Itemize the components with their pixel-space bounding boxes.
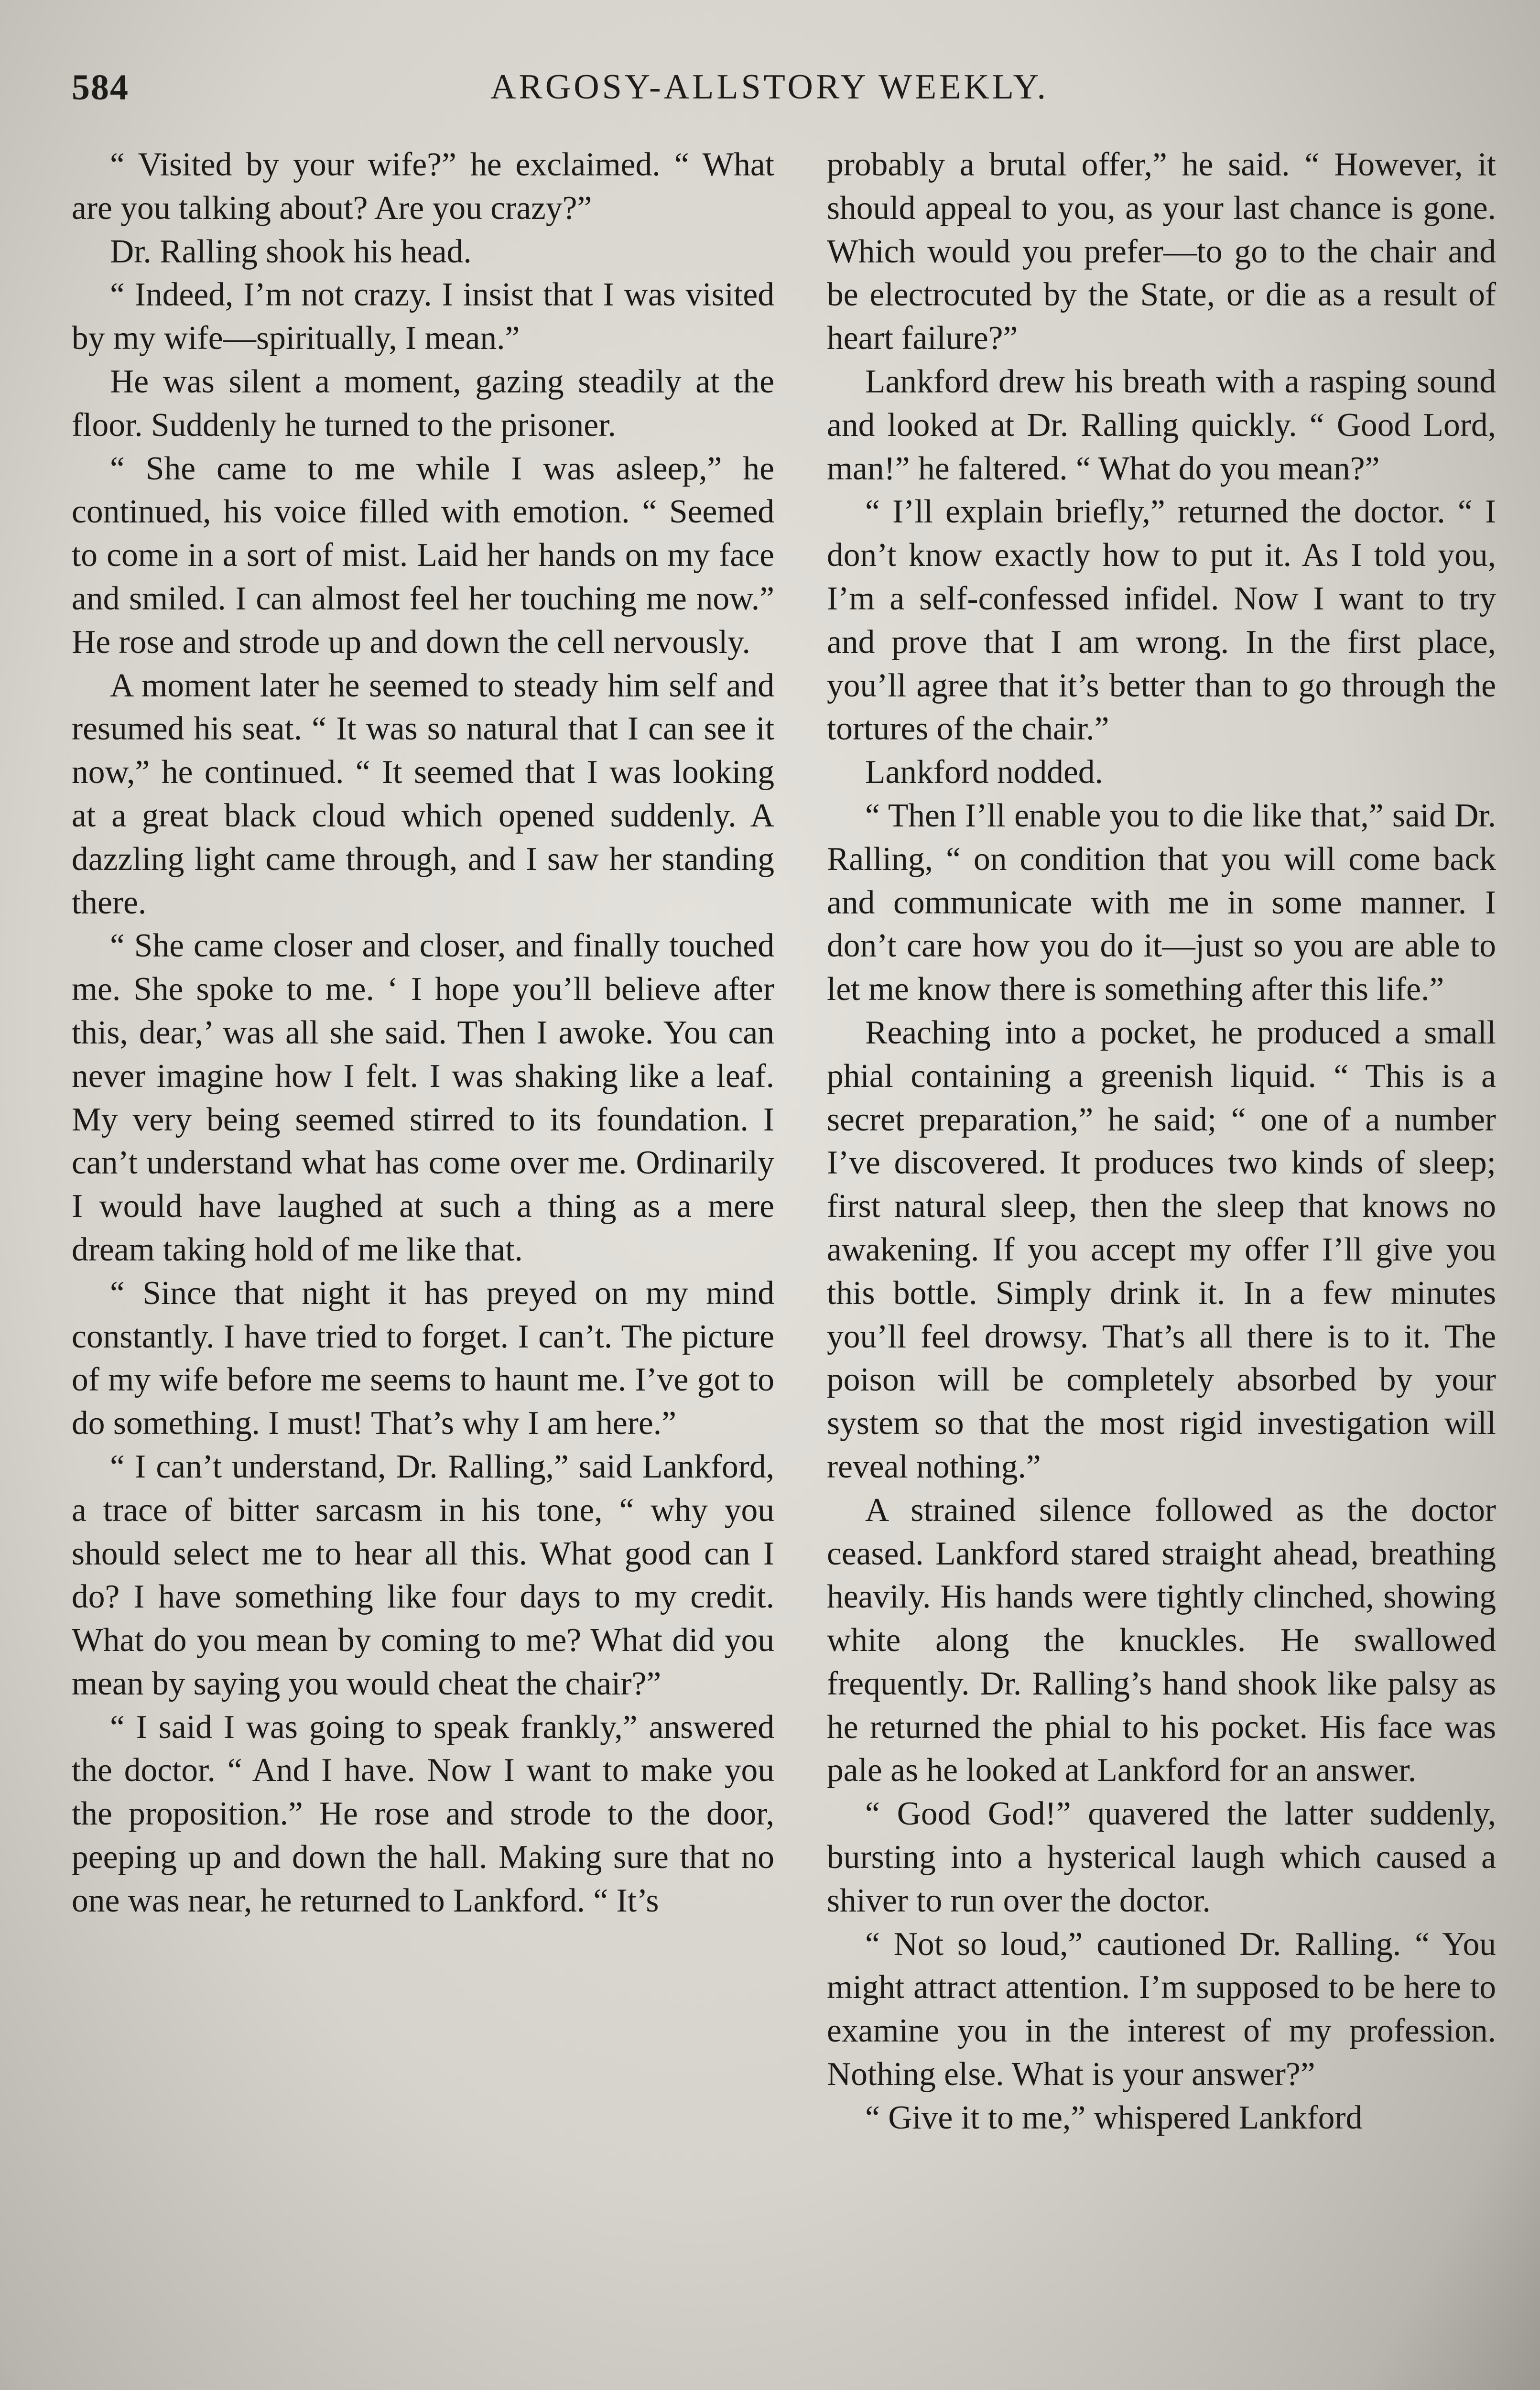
left-column — [72, 143, 774, 1923]
paragraph: “ She came to me while I was asleep,” he continued, his voice filled with emotion. “ Seemed to come in a sort of mist. Laid her hands on my face and smiled. I can almost feel her touching me now.” He rose and strode up and down the cell nervously. — [72, 450, 774, 661]
paragraph: He was silent a moment, gazing steadily at the floor. Suddenly he turned to the prisoner. — [72, 363, 774, 444]
paragraph-continued: probably a brutal offer,” he said. “ However, it should appeal to you, as your last chance is gone. Which would you prefer—to go to the chair and be electrocuted by the State, or die as a result of heart failure?” — [827, 146, 1496, 357]
paragraph: “ I said I was going to speak frankly,” answered the doctor. “ And I have. Now I want to make you the proposition.” He rose and strode to the door, peeping up and down the hall. Making sure that no one was near, he returned to Lankford. “ It’s — [72, 1708, 774, 1919]
paragraph: “ Since that night it has preyed on my mind constantly. I have tried to forget. I can’t. The picture of my wife before me seems to haunt me. I’ve got to do something. I must! That’s why I am here.” — [72, 1274, 774, 1442]
page-header — [72, 67, 1467, 120]
paragraph: Lankford nodded. — [865, 754, 1103, 791]
running-head: ARGOSY-ALLSTORY WEEKLY. — [490, 67, 1049, 107]
paragraph: “ Then I’ll enable you to die like that,” said Dr. Ralling, “ on condition that you will come back and communicate with me in some manner. I don’t care how you do it—just so you are able to let me know there is something after this life.” — [827, 797, 1496, 1008]
paragraph: “ I can’t understand, Dr. Ralling,” said Lankford, a trace of bitter sarcasm in his tone, “ why you should select me to hear all this. What good can I do? I have something like four days to my credit. What do you mean by coming to me? What did you mean by saying you would cheat the chair?” — [72, 1448, 774, 1702]
paragraph: Lankford drew his breath with a rasping sound and looked at Dr. Ralling quickly. “ Good Lord, man!” he faltered. “ What do you mean?” — [827, 363, 1496, 487]
paragraph: Dr. Ralling shook his head. — [110, 233, 472, 270]
paragraph: “ Not so loud,” cautioned Dr. Ralling. “ You might attract attention. I’m supposed to be here to examine you in the interest of my profession. Nothing else. What is your answer?” — [827, 1925, 1496, 2093]
paragraph: A moment later he seemed to steady him self and resumed his seat. “ It was so natural that I can see it now,” he continued. “ It seemed that I was looking at a great black cloud which opened suddenly. A dazzling light came through, and I saw her standing there. — [72, 667, 774, 921]
paragraph: “ Give it to me,” whispered Lankford — [865, 2099, 1363, 2136]
paragraph: A strained silence followed as the doctor ceased. Lankford stared straight ahead, breathing heavily. His hands were tightly clinched, showing white along the knuckles. He swallowed frequently. Dr. Ralling’s hand shook like palsy as he returned the phial to his pocket. His face was pale as he looked at Lankford for an answer. — [827, 1491, 1496, 1789]
paragraph: “ Indeed, I’m not crazy. I insist that I was visited by my wife—spiritually, I mean.” — [72, 276, 774, 357]
paragraph: “ Good God!” quavered the latter suddenly, bursting into a hysterical laugh which caused a shiver to run over the doctor. — [827, 1795, 1496, 1919]
right-column — [827, 143, 1496, 2140]
paragraph: Reaching into a pocket, he produced a small phial containing a greenish liquid. “ This is a secret preparation,” he said; “ one of a number I’ve discovered. It produces two kinds of sleep; first natural sleep, then the sleep that knows no awakening. If you accept my offer I’ll give you this bottle. Simply drink it. In a few minutes you’ll feel drowsy. That’s all there is to it. The poison will be completely absorbed by your system so that the most rigid investigation will reveal nothing.” — [827, 1014, 1496, 1485]
paragraph: “ I’ll explain briefly,” returned the doctor. “ I don’t know exactly how to put it. As I told you, I’m a self-confessed infidel. Now I want to try and prove that I am wrong. In the first place, you’ll agree that it’s better than to go through the tortures of the chair.” — [827, 493, 1496, 748]
page-number: 584 — [72, 67, 129, 108]
paragraph: “ Visited by your wife?” he exclaimed. “ What are you talking about? Are you crazy?” — [72, 146, 774, 227]
paragraph: “ She came closer and closer, and finally touched me. She spoke to me. ‘ I hope you’ll believe after this, dear,’ was all she said. Then I awoke. You can never imagine how I felt. I was shaking like a leaf. My very being seemed stirred to its foundation. I can’t understand what has come over me. Ordinarily I would have laughed at such a thing as a mere dream taking hold of me like that. — [72, 927, 774, 1268]
